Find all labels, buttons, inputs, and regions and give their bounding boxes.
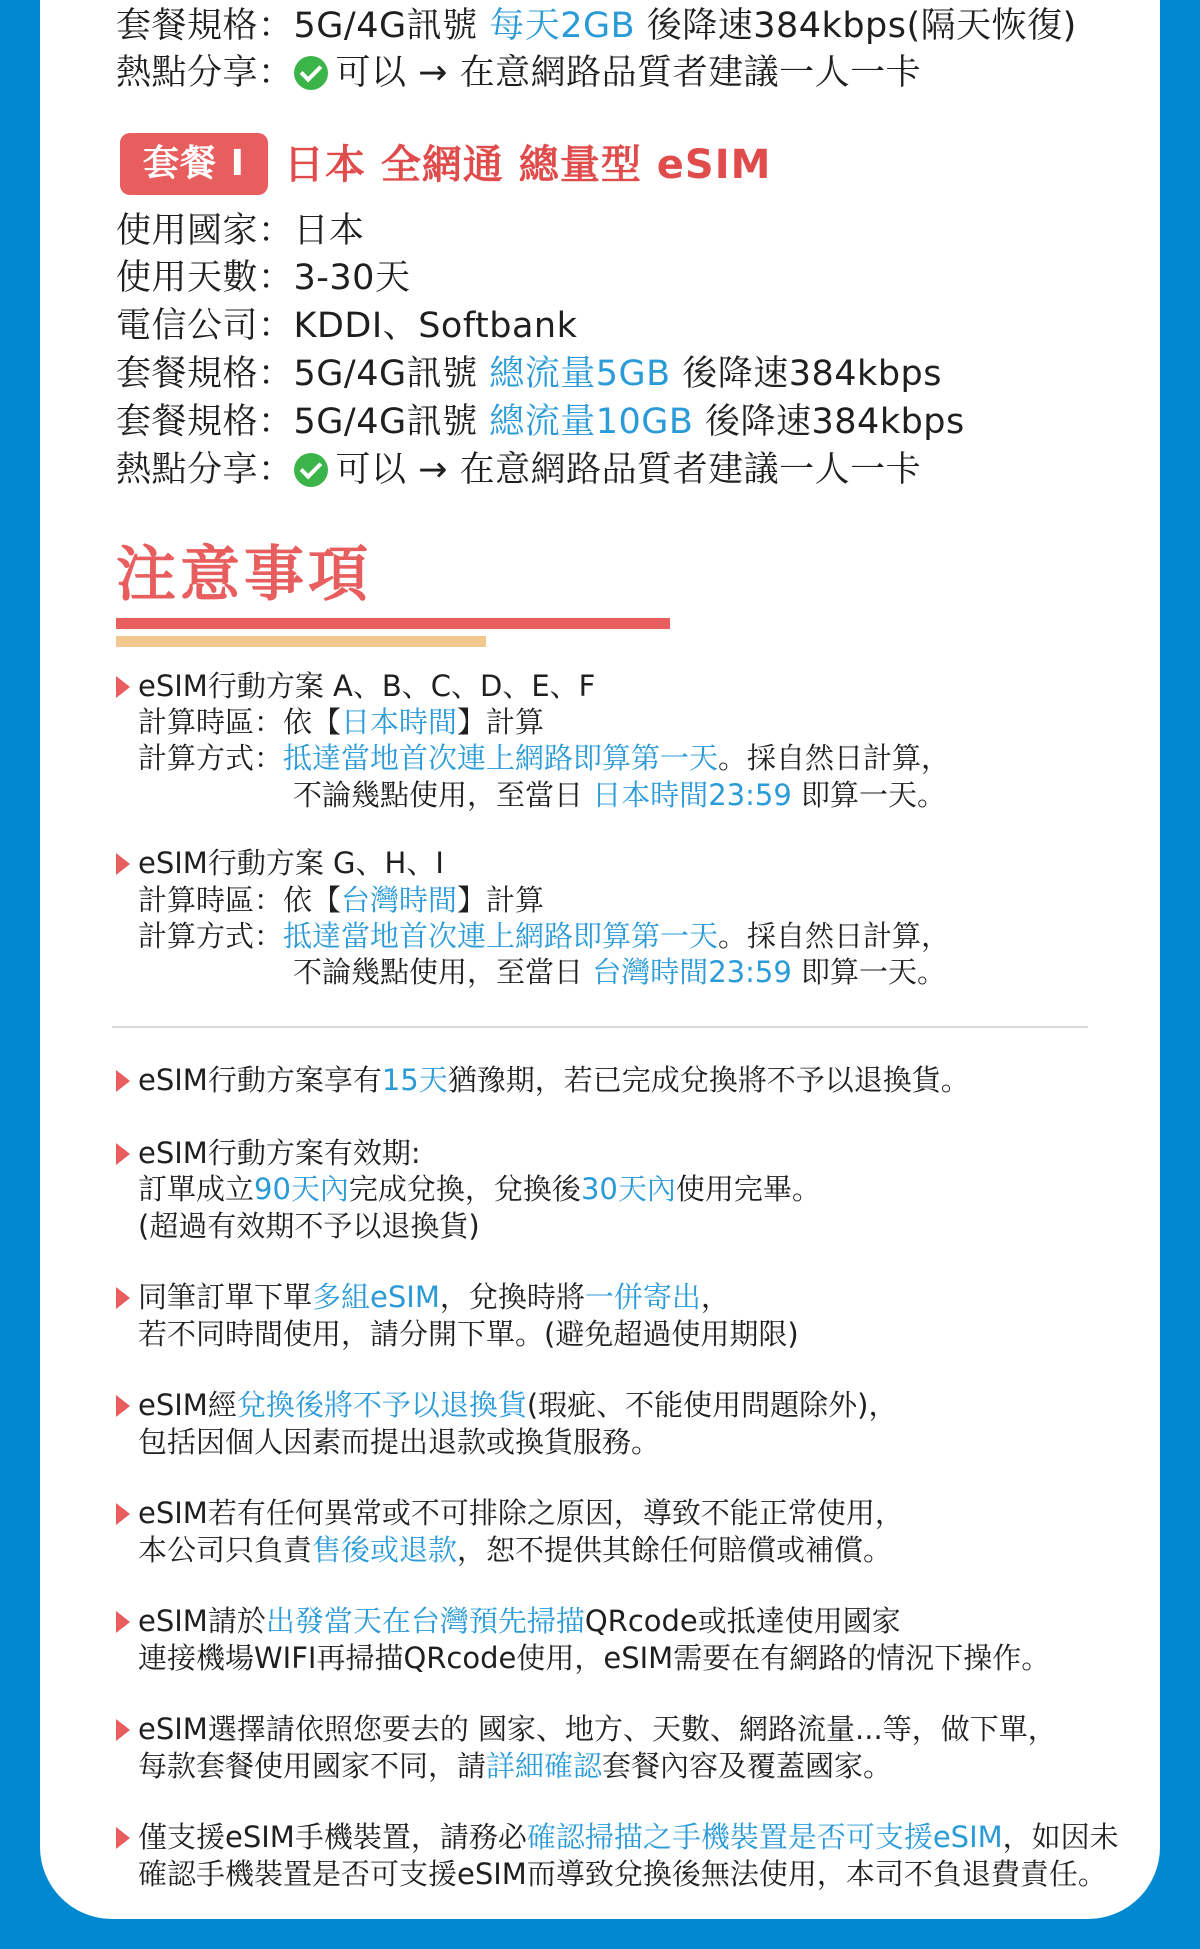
package-title: 日本 全網通 總量型 eSIM [284,142,772,188]
notice-item-no-refund-line2: 包括因個人因素而提出退款或換貨服務。 [138,1425,661,1459]
plan-i-spec1-line: 套餐規格：5G/4G訊號 總流量5GB 後降速384kbps [116,354,942,394]
triangle-bullet-icon [116,1827,130,1849]
title-underline-red [116,618,670,629]
group2-method-line: 計算方式：抵達當地首次連上網路即算第一天。採自然日計算， [138,919,951,953]
triangle-bullet-icon [116,1503,130,1525]
hotspot-value: 可以 → 在意網路品質者建議一人一卡 [335,53,922,93]
triangle-bullet-icon [116,1719,130,1741]
plan-i-carrier-line: 電信公司：KDDI、Softbank [116,306,578,346]
plan-i-country-line: 使用國家：日本 [116,211,365,251]
group2-header: eSIM行動方案 G、H、I [138,846,444,880]
notice-item-selection-line2: 每款套餐使用國家不同，請詳細確認套餐內容及覆蓋國家。 [138,1749,893,1783]
triangle-bullet-icon [116,1287,130,1309]
plan-i-hotspot-line: 熱點分享： 可以 → 在意網路品質者建議一人一卡 [116,450,922,490]
plan-h-spec-line: 套餐規格：5G/4G訊號 每天2GB 後降速384kbps(隔天恢復) [116,6,1077,46]
notice-item-abnormal-line2: 本公司只負責售後或退款，恕不提供其餘任何賠償或補償。 [138,1533,893,1567]
carrier-value: KDDI、Softbank [293,306,578,346]
notice-item-scan-line2: 連接機場WIFI再掃描QRcode使用，eSIM需要在有網路的情況下操作。 [138,1641,1051,1675]
plan-i-spec2-line: 套餐規格：5G/4G訊號 總流量10GB 後降速384kbps [116,402,965,442]
notice-item-validity-title: eSIM行動方案有效期: [138,1136,421,1170]
check-circle-icon [294,56,328,90]
hotspot-value: 可以 → 在意網路品質者建議一人一卡 [335,450,922,490]
check-circle-icon [294,453,328,487]
triangle-bullet-icon [116,1611,130,1633]
spec-highlight: 總流量10GB [489,402,694,442]
triangle-bullet-icon [116,1395,130,1417]
section-divider [112,1026,1088,1028]
notice-item-validity-note: (超過有效期不予以退換貨) [138,1209,480,1243]
group2-method-line2: 不論幾點使用，至當日 台灣時間23:59 即算一天。 [293,955,947,989]
notice-title: 注意事項 [116,540,372,610]
notice-item-multi-order-line2: 若不同時間使用，請分開下單。(避免超過使用期限) [138,1317,799,1351]
triangle-bullet-icon [116,1070,130,1092]
group1-method-line2: 不論幾點使用，至當日 日本時間23:59 即算一天。 [293,778,947,812]
triangle-bullet-icon [116,853,130,875]
plan-i-days-line: 使用天數：3-30天 [116,258,411,298]
triangle-bullet-icon [116,676,130,698]
plan-h-hotspot-line [116,51,921,95]
spec-highlight: 每天2GB [489,6,636,46]
group1-method-line: 計算方式：抵達當地首次連上網路即算第一天。採自然日計算， [138,741,951,775]
country-value: 日本 [293,211,365,251]
group1-header: eSIM行動方案 A、B、C、D、E、F [138,669,596,703]
notice-item-multi-order: 同筆訂單下單多組eSIM，兌換時將一併寄出， [138,1280,730,1314]
notice-item-scan: eSIM請於出發當天在台灣預先掃描QRcode或抵達使用國家 [138,1604,901,1638]
hotspot-label: 熱點分享： [116,53,294,93]
triangle-bullet-icon [116,1143,130,1165]
notice-item-grace-period: eSIM行動方案享有15天猶豫期，若已完成兌換將不予以退換貨。 [138,1063,970,1097]
content-card [40,0,1160,1919]
notice-item-selection: eSIM選擇請依照您要去的 國家、地方、天數、網路流量...等，做下單， [138,1712,1057,1746]
notice-item-validity-line: 訂單成立90天內完成兌換，兌換後30天內使用完畢。 [138,1172,821,1206]
notice-item-no-refund: eSIM經兌換後將不予以退換貨(瑕疵、不能使用問題除外)， [138,1388,898,1422]
spec-highlight: 總流量5GB [489,354,671,394]
days-value: 3-30天 [293,258,411,298]
notice-item-abnormal: eSIM若有任何異常或不可排除之原因，導致不能正常使用， [138,1496,904,1530]
notice-item-device: 僅支援eSIM手機裝置，請務必確認掃描之手機裝置是否可支援eSIM，如因未 [138,1820,1119,1854]
title-underline-yellow [116,636,486,647]
notice-item-device-line2: 確認手機裝置是否可支援eSIM而導致兌換後無法使用，本司不負退費責任。 [138,1857,1107,1891]
package-badge: 套餐 I [120,133,268,195]
spec-label: 套餐規格： [116,6,294,46]
group1-zone-line: 計算時區：依【日本時間】計算 [138,705,545,739]
group2-zone-line: 計算時區：依【台灣時間】計算 [138,883,545,917]
